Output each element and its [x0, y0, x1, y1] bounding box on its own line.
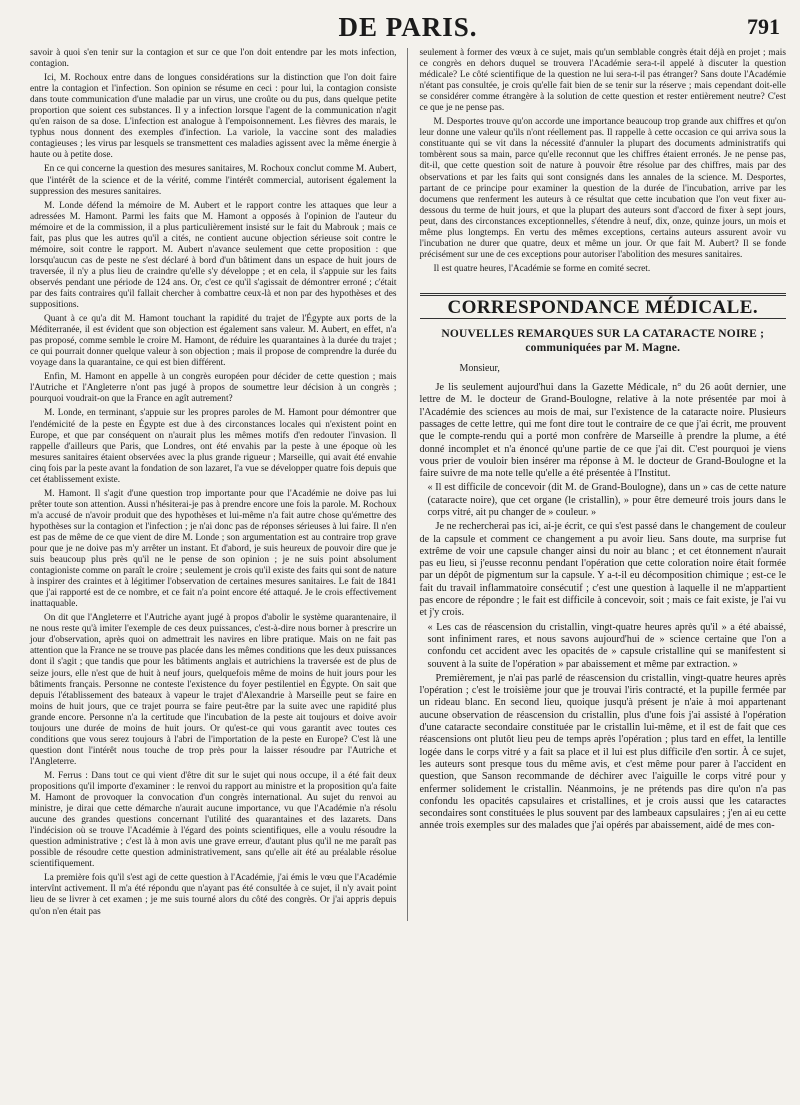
- paragraph: Premièrement, je n'ai pas parlé de réascension du cristallin, vingt-quatre heures après l'opération ; c'est le troisième jour que je trouvai l'iris contracté, et la pupille fermée par un rideau blanc. En second lieu, quoique jusqu'à présent je n'aie à moi appartenant aucune observation de réascension du cristallin, plus d'une fois j'ai assisté à l'opération d'une cataracte secondaire constituée par le cristallin lui-même, et il est de fait que ces réascensions ont plutôt lieu peu de temps après l'opération ; plus tard en effet, la lentille logée dans le corps vitré y a fait sa place et il lui est plus difficile d'en sortir. À ce sujet, les auteurs sont presque tous du même avis, et c'est même pour parer à l'accident en question, que Sanson recommande de déchirer avec l'aiguille le corps vitré pour y enfermer solidement le cristallin. Néanmoins, je ne prétends pas dire qu'on n'a pas confondu les opacités capsulaires et cristallines, et je crois aussi que les cataractes secondaires sont constituées le plus souvent par des lambeaux capsulaires ; j'en ai eu cette année trois exemples sur des malades que j'ai opérés par abaissement, aidé de mes con-: [419, 672, 786, 832]
- salutation: Monsieur,: [459, 362, 500, 374]
- paragraph: M. Londe, en terminant, s'appuie sur les propres paroles de M. Hamont pour démontrer que l'endémicité de la peste en Égypte est due à des circonstances locales qui n'existent point en Europe, et que par conséquent on n'aurait plus les mêmes motifs d'en redouter l'invasion. Il rappelle d'ailleurs que Paris, que Londres, ont été envahis par la peste à une époque où les mesures sanitaires étaient observées avec la plus grande rigueur ; Marseille, qui avait été envahie cinq fois par la peste avant la fondation de son lazaret, l'a vue se développer quatre fois depuis que cet établissement existe.: [30, 408, 397, 485]
- paragraph: seulement à former des vœux à ce sujet, mais qu'un semblable congrès était déjà en projet ; mais ce congrès en dehors duquel se trouvera l'Académie sera-t-il appelé à discuter la question médicale? Le côté scientifique de la question ne lui sera-t-il pas étranger? Sans doute l'Académie n'étant pas consultée, je crois qu'elle fait bien de se tenir sur la réserve ; mais cependant doit-elle se considérer comme étrangère à la solution de cette question et rester entièrement neutre? C'est ce que je ne pense pas.: [419, 48, 786, 114]
- section-title: CORRESPONDANCE MÉDICALE.: [420, 293, 787, 319]
- paragraph: On dit que l'Angleterre et l'Autriche ayant jugé à propos d'abolir le système quarantenaire, il ne nous reste qu'à imiter l'exemple de ces deux puissances, c'est-à-dire nous borner à prescrire un jour d'observation, après quoi on admettrait les navires en libre pratique. Mais on ne fait pas attention que la France ne se trouve pas placée dans les mêmes conditions que les deux puissances dont il s'agit ; que tandis que pour les bâtiments anglais et autrichiens la traversée est de plus de seize jours, elle n'est que de huit à neuf jours, quelquefois même de moins de huit jours pour les bâtiments français. Personne ne conteste l'existence du foyer pestilentiel en Égypte. On sait que depuis l'établissement des bateaux à vapeur le trajet d'Alexandrie à Marseille peut se faire en moins de huit jours, que ce trajet pourra se faire peut-être par la suite avec une rapidité plus grande encore. Personne n'a la certitude que l'incubation de la peste ait toujours et doive avoir toujours une durée de moins de huit jours. Or qu'est-ce qui vous garantit avec toutes ces conditions que vous serez toujours à l'abri de l'importation de la peste en Europe? C'est là une question dont l'intérêt nous touche de trop près pour la laisser résoudre par l'Autriche et l'Angleterre.: [30, 613, 397, 767]
- left-column: [30, 48, 408, 921]
- paragraph: M. Ferrus : Dans tout ce qui vient d'être dit sur le sujet qui nous occupe, il a été fait deux propositions qu'il importe d'examiner : le renvoi du rapport au ministre et la proposition qu'a faite M. Hamont de provoquer la convocation d'un congrès international. Au sujet du renvoi au ministre, je dirai que cette démarche n'aurait aucune importance, vu que l'Académie n'a résolu aucune des grandes questions concernant l'utilité des quarantaines et des lazarets. Dans l'indécision où se trouve l'Académie à l'égard des points scientifiques, elle a voulu résoudre la question administrative ; c'est là à mon avis une grave erreur, d'autant plus qu'il ne me paraît pas possible de résoudre cette question administrativement, sans qu'elle ait été au préalable résolue scientifiquement.: [30, 770, 397, 870]
- paragraph: M. Londe défend la mémoire de M. Aubert et le rapport contre les attaques que leur a adressées M. Hamont. Parmi les faits que M. Hamont a opposés à l'opinion de l'auteur du mémoire et de la commission, il a plus particulièrement insisté sur le fait du Mabrouk ; mais ce fait, pas plus que les autres qu'il a cités, ne contient aucune objection sérieuse soit contre le mémoire, soit contre le rapport. M. Aubert n'avance seulement que cette proposition : que lorsqu'aucun cas de peste ne s'est déclaré à bord d'un bâtiment dans un espace de huit jours de traversée, il n'y a plus lieu de craindre qu'elle s'y développe ; et en cela, il s'appuie sur les faits observés pendant une période de 124 ans. Or, c'est ce qu'il s'agissait de démontrer erroné ; c'était par des faits contraires qu'il fallait chercher à combattre ceux-là et non par des hypothèses et des suppositions.: [30, 200, 397, 311]
- paragraph: Enfin, M. Hamont en appelle à un congrès européen pour décider de cette question ; mais l'Autriche et l'Angleterre n'ont pas jugé à propos de soumettre leur décision à un congrès ; pourquoi voudrait-on que la France en agît autrement?: [30, 372, 397, 405]
- right-column: [408, 48, 787, 921]
- paragraph: M. Hamont. Il s'agit d'une question trop importante pour que l'Académie ne doive pas lui prêter toute son attention. Aussi n'hésiterai-je pas à prendre encore une fois la parole. M. Rochoux m'a accusé de n'avoir produit que des hypothèses et lui-même n'a fait autre chose qu'émettre des hypothèses sur la contagion et l'infection ; je n'ai donc pas de réponses sérieuses à lui faire. Il n'en est pas de même de ce que vient de dire M. Londe ; son argumentation est au contraire trop grave pour que je ne doive pas m'y arrêter un instant. Et d'abord, je suis heureux de pouvoir dire que je suis beaucoup plus près qu'il ne le pense de son opinion ; je ne suis point absolument contagioniste comme on paraît le croire ; seulement je crois qu'il existe des faits qui sont de nature à inspirer des craintes et à légitimer l'observation de certaines mesures sanitaires. Le fait de 1841 que j'ai rapporté est de ce nombre, et ce fait n'a point encore été attaqué. Je le crois effectivement inattaquable.: [30, 488, 397, 610]
- paragraph: savoir à quoi s'en tenir sur la contagion et sur ce que l'on doit entendre par les mots infection, contagion.: [30, 48, 397, 70]
- paragraph: M. Desportes trouve qu'on accorde une importance beaucoup trop grande aux chiffres et qu'on leur donne une valeur qu'ils n'ont réellement pas. Il rappelle à cette occasion ce qui arriva sous la constituante qui se vit dans la nécessité d'annuler la plupart des documents administratifs qui tombèrent sous sa main, parce qu'elle reconnut que les chiffres étaient erronés. Je ne pense pas, dit-il, que cette question soit de nature à pouvoir être résolue par des chiffres, mais par des observations et par les faits qui sont consignés dans les annales de la science. M. Desportes, partant de ce principe pour examiner la question de la durée de l'incubation, arrive par les documens que renferment les auteurs à ce résultat que cette incubation que l'on veut fixer au-dessous du terme de huit jours, et que la plupart des auteurs sont d'accord de fixer à sept jours, peut, dans des circonstances exceptionnelles, s'étendre à neuf, dix, onze, quinze jours, un mois et même plus longtemps. En vertu des mêmes exceptions, certains auteurs assurent avoir vu l'incubation ne durer que quatre, deux et même un jour. Or que fait M. Aubert? Il se fonde précisément sur une de ces exceptions pour autoriser l'abolition des mesures sanitaires.: [419, 117, 786, 260]
- paragraph: Je ne rechercherai pas ici, ai-je écrit, ce qui s'est passé dans le changement de couleur de la capsule et comment ce changement a pu avoir lieu. Sans doute, ma surprise fut extrême de voir une capsule changer ainsi du noir au blanc ; et cet étonnement n'aurait pas eu lieu, si j'eusse reconnu pendant l'opération que cette coloration noire était formée par un dépôt de pigmentum sur la capsule. Y a-t-il eu décomposition chimique ; est-ce le fait du travail inflammatoire consécutif ; c'est une question à laquelle il ne m'appartient pas encore de répondre ; le fait est difficile à concevoir, soit ; mais ce fait existe, je l'ai vu et j'y crois.: [419, 521, 786, 619]
- paragraph: En ce qui concerne la question des mesures sanitaires, M. Rochoux conclut comme M. Aubert, que l'intérêt de la science et de la vérité, comme l'intérêt commercial, autorisent également la suppression des mesures sanitaires.: [30, 164, 397, 197]
- page-header: [30, 8, 786, 48]
- session-close-note: Il est quatre heures, l'Académie se forme en comité secret.: [433, 263, 651, 274]
- two-column-body: [30, 48, 786, 921]
- paragraph: Ici, M. Rochoux entre dans de longues considérations sur la distinction que l'on doit faire entre la contagion et l'infection. Son opinion se résume en ceci : pour lui, la contagion consiste dans toute communication d'une maladie par un virus, une croûte ou du pus, dans quelque petite proportion que soient ces substances. Il y a infection lorsque l'agent de la communication n'agit qu'en raison de sa dose. L'infection est analogue à l'empoisonnement. Les fièvres des marais, le typhus nous donnent des exemples d'infection. La variole, la vaccine sont des maladies contagieuses ; les virus par lesquels se transmettent ces maladies agissent avec la même énergie à haute ou à petite dose.: [30, 73, 397, 161]
- paragraph: Quant à ce qu'a dit M. Hamont touchant la rapidité du trajet de l'Égypte aux ports de la Méditerranée, il est évident que son objection est également sans valeur. M. Aubert, en effet, n'a pas proposé, comme semble le croire M. Hamont, de réduire les quarantaines à la durée du trajet ; ce qui pourrait donner quelque valeur à son objection ; mais il propose de comprendre la durée du voyage dans la quarantaine, ce qui est bien différent.: [30, 314, 397, 369]
- quotation: « Il est difficile de concevoir (dit M. de Grand-Boulogne), dans un » cas de cette nature (cataracte noire), que cet organe (le cristallin), » pour être demeuré trois jours dans le corps vitré, ait pu changer de » couleur. »: [427, 482, 786, 518]
- letter-body: [420, 382, 787, 833]
- paragraph: La première fois qu'il s'est agi de cette question à l'Académie, j'ai émis le vœu que l'Académie intervînt activement. Il m'a été répondu que n'ayant pas été consultée à ce sujet, il n'y avait point lieu de se livrer à cet examen ; je me suis tourné alors du côté des congrès. Or j'ai appris depuis qu'on n'en était pas: [30, 873, 397, 917]
- paragraph: Je lis seulement aujourd'hui dans la Gazette Médicale, n° du 26 août dernier, une lettre de M. le docteur de Grand-Boulogne, relative à la note présentée par moi à l'Académie des sciences au mois de mai, sur l'existence de la cataracte noire. Plusieurs passages de cette lettre, qui me font dire tout le contraire de ce que j'ai écrit, me prouvent que le compte-rendu qui a porté mon confrère de Marseille à prendre la plume, a été donné incomplet et n'a énoncé qu'une partie de ce que j'ai dit. C'est pourquoi je viens vous prier de vouloir bien insérer ma réponse à M. le docteur de Grand-Boulogne et la faire suivre de ma note telle qu'elle a été présentée à l'Institut.: [419, 382, 786, 480]
- article-title: NOUVELLES REMARQUES SUR LA CATARACTE NOIRE ; communiquées par M. Magne.: [441, 327, 765, 354]
- quotation: « Les cas de réascension du cristallin, vingt-quatre heures après qu'il » a été abaissé, sont infiniment rares, et nous savons aujourd'hui de » science certaine que l'on a confondu cet accident avec les opacités de » capsule cristalline qui se manifestent si souvent à la suite de l'opération » par abaissement et même par extraction. »: [427, 621, 786, 670]
- running-title: DE PARIS.: [338, 12, 478, 42]
- page-number: 791: [747, 14, 780, 39]
